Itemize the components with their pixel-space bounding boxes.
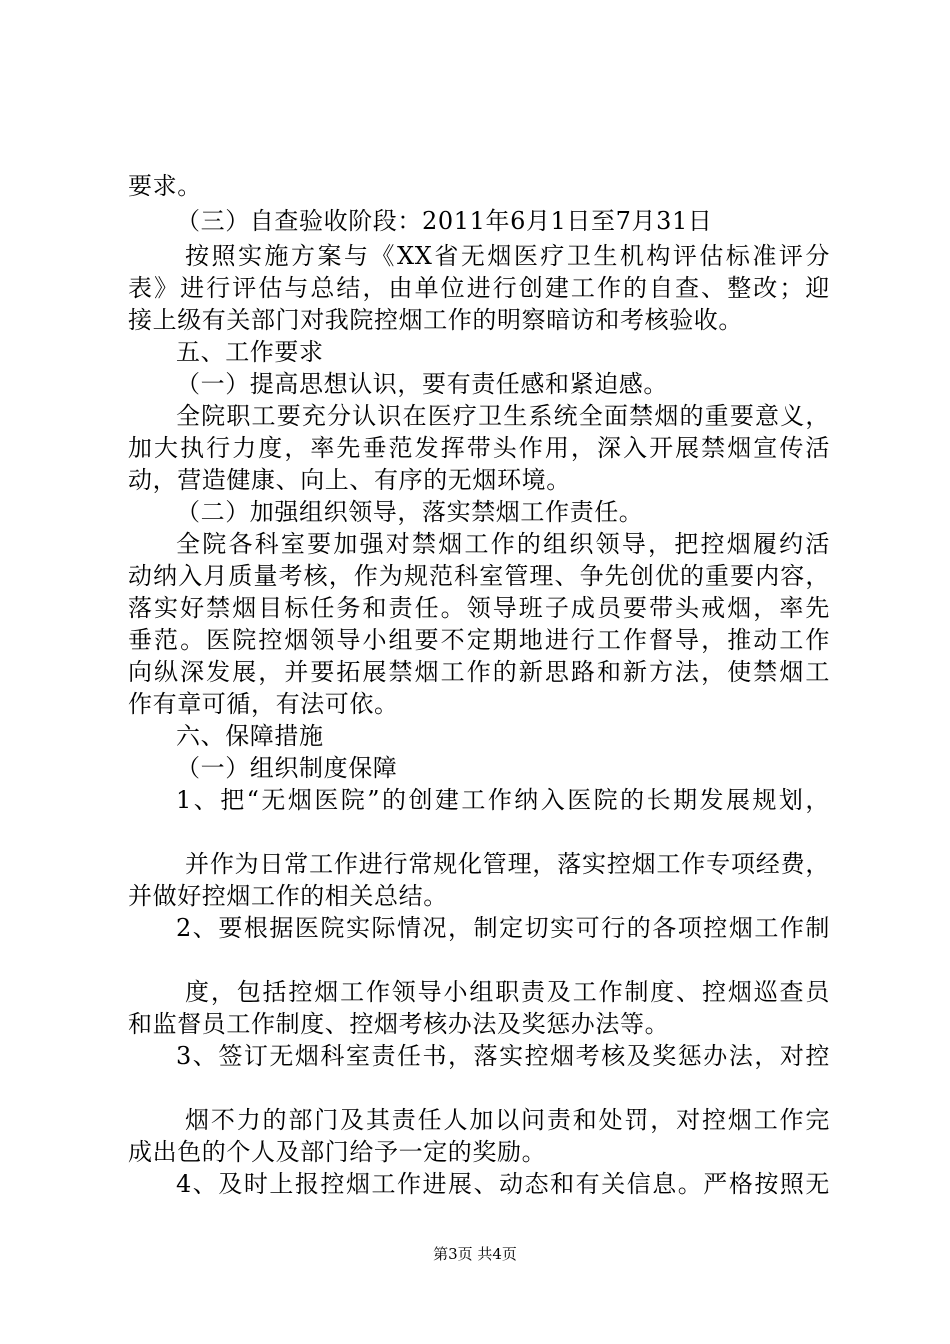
item-1-line-3: 并做好控烟工作的相关总结。 bbox=[128, 882, 448, 910]
item-4-line-1: 4、及时上报控烟工作进展、动态和有关信息。严格按照无 bbox=[176, 1170, 830, 1198]
body-line-3: 按照实施方案与《XX省无烟医疗卫生机构评估标准评分 bbox=[185, 242, 830, 270]
item-3-line-1: 3、签订无烟科室责任书，落实控烟考核及奖惩办法，对控 bbox=[176, 1042, 830, 1070]
body-line-4: 表》进行评估与总结，由单位进行创建工作的自查、整改；迎 bbox=[128, 274, 830, 302]
item-2-line-1: 2、要根据医院实际情况，制定切实可行的各项控烟工作制 bbox=[176, 914, 830, 942]
body-line-12: 全院各科室要加强对禁烟工作的组织领导，把控烟履约活 bbox=[176, 530, 830, 558]
subheading-org-system: （一）组织制度保障 bbox=[176, 754, 398, 782]
body-line-9: 加大执行力度，率先垂范发挥带头作用，深入开展禁烟宣传活 bbox=[128, 434, 830, 462]
body-line-5: 接上级有关部门对我院控烟工作的明察暗访和考核验收。 bbox=[128, 306, 743, 334]
body-line-13: 动纳入月质量考核，作为规范科室管理、争先创优的重要内容， bbox=[128, 562, 830, 590]
body-line-10: 动，营造健康、向上、有序的无烟环境。 bbox=[128, 466, 571, 494]
item-3-line-2: 烟不力的部门及其责任人加以问责和处罚，对控烟工作完 bbox=[185, 1106, 830, 1134]
item-2-line-3: 和监督员工作制度、控烟考核办法及奖惩办法等。 bbox=[128, 1010, 670, 1038]
heading-work-requirements: 五、工作要求 bbox=[176, 338, 324, 366]
subheading-leadership: （二）加强组织领导，落实禁烟工作责任。 bbox=[176, 498, 644, 526]
body-line-17: 作有章可循，有法可依。 bbox=[128, 690, 399, 718]
heading-safeguards: 六、保障措施 bbox=[176, 722, 324, 750]
subheading-awareness: （一）提高思想认识，要有责任感和紧迫感。 bbox=[176, 370, 668, 398]
body-line-1: 要求。 bbox=[128, 172, 202, 200]
body-line-15: 垂范。医院控烟领导小组要不定期地进行工作督导，推动工作 bbox=[128, 626, 830, 654]
section-heading-self-check: （三）自查验收阶段：2011年6月1日至7月31日 bbox=[176, 207, 713, 235]
item-3-line-3: 成出色的个人及部门给予一定的奖励。 bbox=[128, 1138, 547, 1166]
item-1-line-1: 1、把“无烟医院”的创建工作纳入医院的长期发展规划， bbox=[176, 786, 830, 814]
body-line-14: 落实好禁烟目标任务和责任。领导班子成员要带头戒烟，率先 bbox=[128, 594, 830, 622]
body-line-8: 全院职工要充分认识在医疗卫生系统全面禁烟的重要意义， bbox=[176, 402, 830, 430]
body-line-16: 向纵深发展，并要拓展禁烟工作的新思路和新方法，使禁烟工 bbox=[128, 658, 830, 686]
item-1-line-2: 并作为日常工作进行常规化管理，落实控烟工作专项经费， bbox=[185, 850, 830, 878]
page-number-footer: 第3页 共4页 bbox=[433, 1245, 517, 1263]
item-2-line-2: 度，包括控烟工作领导小组职责及工作制度、控烟巡查员 bbox=[185, 978, 830, 1006]
